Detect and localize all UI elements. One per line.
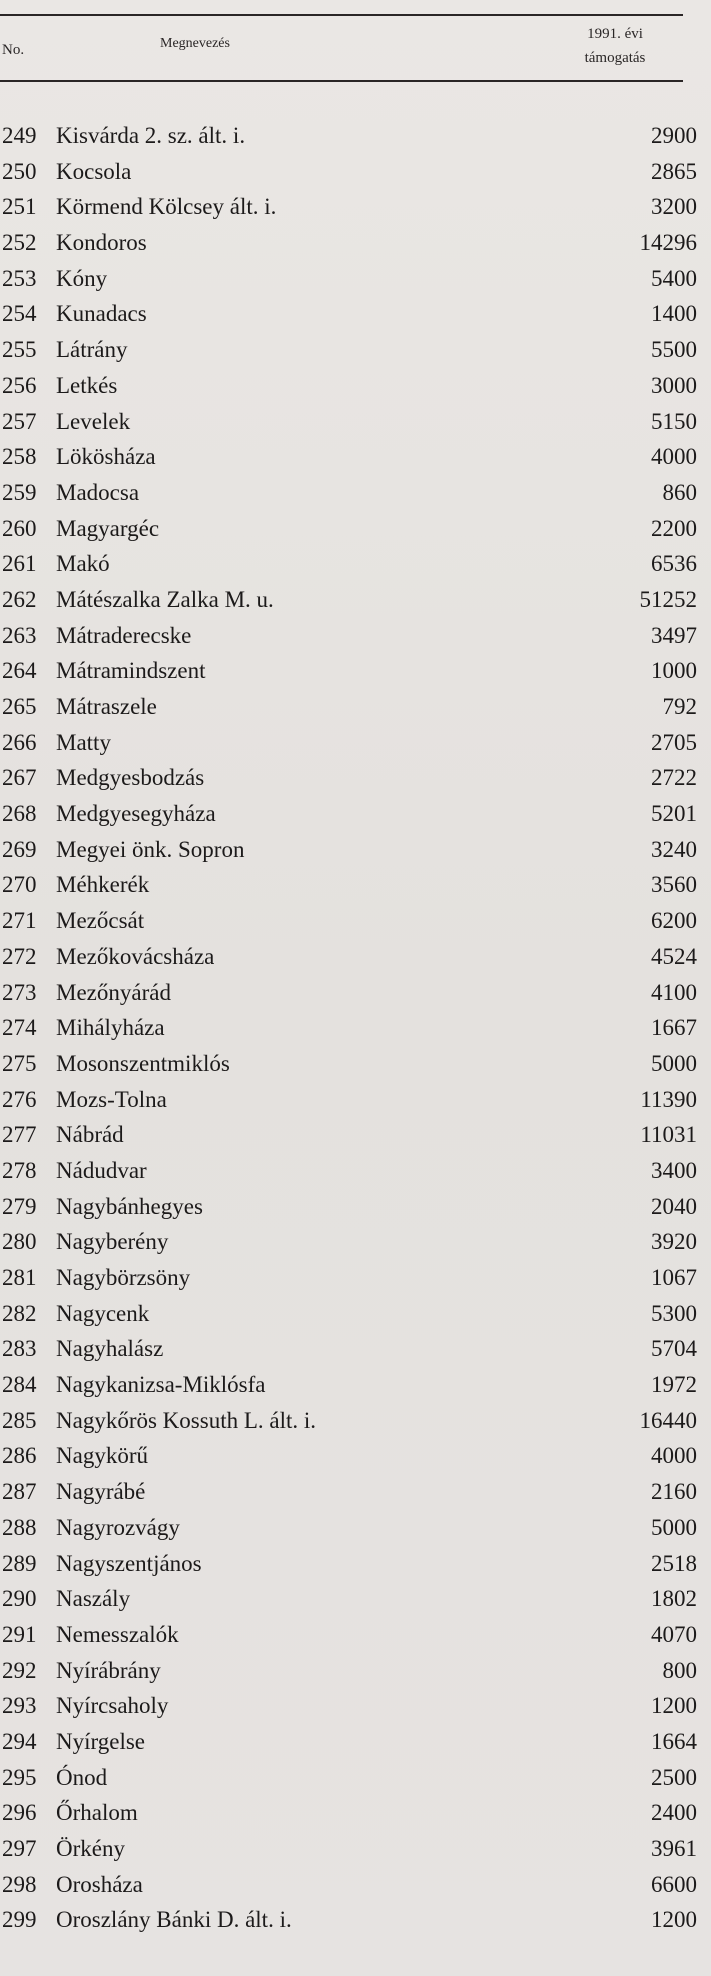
row-amount: 3920 (651, 1229, 697, 1255)
table-row (0, 760, 711, 796)
row-amount: 5704 (651, 1336, 697, 1362)
column-header-amount-line2: támogatás (584, 50, 646, 66)
row-number: 295 (2, 1764, 37, 1790)
table-row (0, 368, 711, 404)
row-number: 258 (2, 444, 37, 470)
table-row (0, 582, 711, 618)
row-number: 288 (2, 1514, 37, 1540)
row-name: Mozs-Tolna (56, 1086, 167, 1112)
row-number: 271 (2, 908, 37, 934)
row-amount: 5000 (651, 1514, 697, 1540)
row-number: 293 (2, 1693, 37, 1719)
row-number: 274 (2, 1015, 37, 1041)
row-name: Mezőnyárád (56, 979, 171, 1005)
row-amount: 1000 (651, 658, 697, 684)
row-name: Makó (56, 551, 110, 577)
row-number: 251 (2, 194, 37, 220)
row-name: Nyírcsaholy (56, 1693, 169, 1719)
row-number: 287 (2, 1479, 37, 1505)
row-name: Nagybörzsöny (56, 1265, 191, 1290)
table-row (0, 296, 711, 332)
row-name: Látrány (56, 337, 128, 363)
row-amount: 2900 (651, 123, 697, 148)
table-body (0, 118, 711, 1938)
row-amount: 3961 (651, 1836, 697, 1861)
table-row (0, 725, 711, 761)
row-name: Nagybánhegyes (56, 1193, 203, 1219)
table-row (0, 1581, 711, 1617)
table-row (0, 1010, 711, 1046)
row-number: 280 (2, 1229, 37, 1255)
row-name: Mosonszentmiklós (56, 1050, 230, 1076)
row-amount: 1664 (651, 1728, 697, 1754)
row-amount: 5150 (651, 408, 697, 434)
row-name: Nemesszalók (56, 1621, 179, 1647)
row-name: Kondoros (56, 230, 147, 256)
row-number: 286 (2, 1443, 37, 1469)
row-name: Oroszlány Bánki D. ált. i. (56, 1907, 292, 1933)
row-number: 250 (2, 158, 37, 184)
row-name: Letkés (56, 372, 118, 398)
table-row (0, 653, 711, 689)
table-row (0, 618, 711, 654)
row-number: 296 (2, 1800, 37, 1826)
table-row (0, 154, 711, 190)
table-row (0, 1831, 711, 1867)
row-name: Madocsa (56, 479, 140, 505)
table-row (0, 1688, 711, 1724)
row-number: 254 (2, 301, 37, 327)
row-amount: 3200 (651, 194, 697, 220)
row-name: Méhkerék (56, 872, 150, 898)
table-row (0, 1795, 711, 1831)
row-number: 283 (2, 1336, 37, 1362)
table-row (0, 1296, 711, 1332)
row-name: Nábrád (56, 1122, 124, 1148)
row-name: Mátraderecske (56, 622, 192, 648)
row-number: 289 (2, 1550, 37, 1576)
row-amount: 800 (662, 1657, 697, 1683)
row-amount: 5400 (651, 265, 697, 291)
row-amount: 2722 (651, 765, 697, 791)
table-row (0, 867, 711, 903)
row-number: 291 (2, 1621, 37, 1647)
row-name: Megyei önk. Sopron (56, 836, 245, 862)
table-row (0, 832, 711, 868)
row-amount: 2705 (651, 729, 697, 755)
row-amount: 3560 (651, 872, 697, 898)
table-row (0, 1474, 711, 1510)
table-row (0, 225, 711, 261)
row-name: Nagykőrös Kossuth L. ált. i. (56, 1407, 317, 1433)
row-name: Mátészalka Zalka M. u. (56, 586, 274, 612)
table-row (0, 261, 711, 297)
table-row (0, 546, 711, 582)
row-amount: 2040 (651, 1193, 697, 1219)
row-number: 273 (2, 979, 37, 1005)
row-name: Kóny (56, 265, 108, 291)
row-number: 292 (2, 1657, 37, 1683)
row-number: 265 (2, 694, 37, 719)
row-amount: 1200 (651, 1693, 697, 1719)
row-amount: 51252 (639, 586, 697, 612)
row-name: Nagyhalász (56, 1336, 164, 1362)
row-name: Mihályháza (56, 1015, 165, 1041)
row-amount: 1067 (651, 1265, 697, 1290)
table-row (0, 1760, 711, 1796)
row-amount: 2518 (651, 1550, 697, 1576)
row-name: Mezőkovácsháza (56, 943, 215, 969)
row-amount: 5500 (651, 337, 697, 363)
row-name: Nádudvar (56, 1157, 147, 1183)
row-name: Nagykörű (56, 1443, 148, 1469)
row-amount: 2500 (651, 1764, 697, 1790)
table-row (0, 404, 711, 440)
row-number: 266 (2, 729, 37, 755)
table-row (0, 1367, 711, 1403)
row-number: 257 (2, 408, 37, 434)
row-amount: 6200 (651, 908, 697, 934)
row-amount: 6536 (651, 551, 697, 577)
row-number: 259 (2, 479, 37, 505)
row-name: Naszály (56, 1586, 131, 1612)
table-row (0, 1046, 711, 1082)
row-name: Levelek (56, 408, 131, 434)
table-row (0, 189, 711, 225)
table-row (0, 939, 711, 975)
table-row (0, 1224, 711, 1260)
row-amount: 11390 (640, 1086, 697, 1112)
row-number: 272 (2, 943, 37, 969)
row-number: 249 (2, 123, 37, 148)
row-number: 281 (2, 1265, 37, 1290)
header-bottom-rule (0, 80, 683, 82)
row-name: Kisvárda 2. sz. ált. i. (56, 123, 246, 148)
row-number: 298 (2, 1871, 37, 1897)
row-name: Mátramindszent (56, 658, 206, 684)
table-row (0, 1510, 711, 1546)
row-number: 267 (2, 765, 37, 791)
row-amount: 3000 (651, 372, 697, 398)
row-amount: 3240 (651, 836, 697, 862)
column-header-amount (560, 22, 670, 70)
row-number: 276 (2, 1086, 37, 1112)
row-name: Mezőcsát (56, 908, 145, 934)
row-number: 261 (2, 551, 37, 577)
row-name: Nyírgelse (56, 1728, 146, 1754)
table-row (0, 1867, 711, 1903)
row-amount: 16440 (639, 1407, 697, 1433)
row-number: 282 (2, 1300, 37, 1326)
row-number: 260 (2, 515, 37, 541)
row-number: 284 (2, 1372, 37, 1398)
table-row (0, 439, 711, 475)
row-number: 255 (2, 337, 37, 363)
table-row (0, 1260, 711, 1296)
table-row (0, 475, 711, 511)
row-name: Nagykanizsa-Miklósfa (56, 1372, 266, 1398)
row-number: 263 (2, 622, 37, 648)
row-amount: 1200 (651, 1907, 697, 1933)
row-name: Kunadacs (56, 301, 147, 327)
row-amount: 11031 (640, 1122, 697, 1148)
row-name: Kocsola (56, 158, 132, 184)
row-amount: 792 (662, 694, 697, 719)
row-name: Nyírábrány (56, 1657, 161, 1683)
row-amount: 4524 (651, 943, 697, 969)
column-header-no: No. (2, 42, 25, 58)
row-number: 279 (2, 1193, 37, 1219)
row-number: 262 (2, 586, 37, 612)
table-row (0, 118, 711, 154)
row-amount: 2865 (651, 158, 697, 184)
row-name: Körmend Kölcsey ált. i. (56, 194, 277, 220)
table-row (0, 903, 711, 939)
table-row (0, 975, 711, 1011)
row-number: 256 (2, 372, 37, 398)
row-name: Nagyrábé (56, 1479, 146, 1505)
row-amount: 1667 (651, 1015, 697, 1041)
row-amount: 4070 (651, 1621, 697, 1647)
table-row (0, 1724, 711, 1760)
row-name: Orosháza (56, 1871, 143, 1897)
row-amount: 2160 (651, 1479, 697, 1505)
row-amount: 5201 (651, 801, 697, 827)
row-amount: 1400 (651, 301, 697, 327)
row-amount: 3497 (651, 622, 697, 648)
column-header-name: Megnevezés (160, 36, 230, 51)
row-number: 252 (2, 230, 37, 256)
row-amount: 2400 (651, 1800, 697, 1826)
row-amount: 4000 (651, 1443, 697, 1469)
row-number: 264 (2, 658, 37, 684)
row-name: Medgyesbodzás (56, 765, 205, 791)
column-header-amount-line1: 1991. évi (587, 26, 643, 42)
table-row (0, 1902, 711, 1938)
table-row (0, 1189, 711, 1225)
row-amount: 4100 (651, 979, 697, 1005)
row-amount: 6600 (651, 1871, 697, 1897)
row-number: 278 (2, 1157, 37, 1183)
row-name: Ónod (56, 1764, 108, 1790)
table-row (0, 1617, 711, 1653)
row-name: Mátraszele (56, 694, 157, 719)
row-number: 294 (2, 1728, 37, 1754)
row-amount: 4000 (651, 444, 697, 470)
table-row (0, 1331, 711, 1367)
header-top-rule (0, 14, 683, 16)
table-row (0, 1403, 711, 1439)
row-name: Nagycenk (56, 1300, 150, 1326)
table-row (0, 689, 711, 725)
row-number: 277 (2, 1122, 37, 1148)
table-row (0, 1438, 711, 1474)
row-amount: 5000 (651, 1050, 697, 1076)
table-row (0, 1117, 711, 1153)
row-amount: 5300 (651, 1300, 697, 1326)
row-amount: 1802 (651, 1586, 697, 1612)
row-amount: 14296 (639, 230, 697, 256)
row-name: Örkény (56, 1836, 125, 1861)
row-name: Őrhalom (56, 1800, 138, 1826)
table-row (0, 1082, 711, 1118)
row-number: 285 (2, 1407, 37, 1433)
row-amount: 3400 (651, 1157, 697, 1183)
row-number: 290 (2, 1586, 37, 1612)
row-name: Matty (56, 729, 111, 755)
row-number: 253 (2, 265, 37, 291)
table-row (0, 332, 711, 368)
table-row (0, 1653, 711, 1689)
table-row (0, 511, 711, 547)
table-row (0, 1546, 711, 1582)
row-name: Lökösháza (56, 444, 156, 470)
row-number: 269 (2, 836, 37, 862)
table-row (0, 1153, 711, 1189)
row-name: Nagyrozvágy (56, 1514, 180, 1540)
row-number: 299 (2, 1907, 37, 1933)
row-number: 297 (2, 1836, 37, 1861)
row-name: Magyargéc (56, 515, 160, 541)
row-number: 275 (2, 1050, 37, 1076)
row-name: Nagyberény (56, 1229, 169, 1255)
row-name: Nagyszentjános (56, 1550, 202, 1576)
row-number: 268 (2, 801, 37, 827)
table-row (0, 796, 711, 832)
row-number: 270 (2, 872, 37, 898)
row-amount: 2200 (651, 515, 697, 541)
row-amount: 1972 (651, 1372, 697, 1398)
row-amount: 860 (662, 479, 697, 505)
row-name: Medgyesegyháza (56, 801, 216, 827)
